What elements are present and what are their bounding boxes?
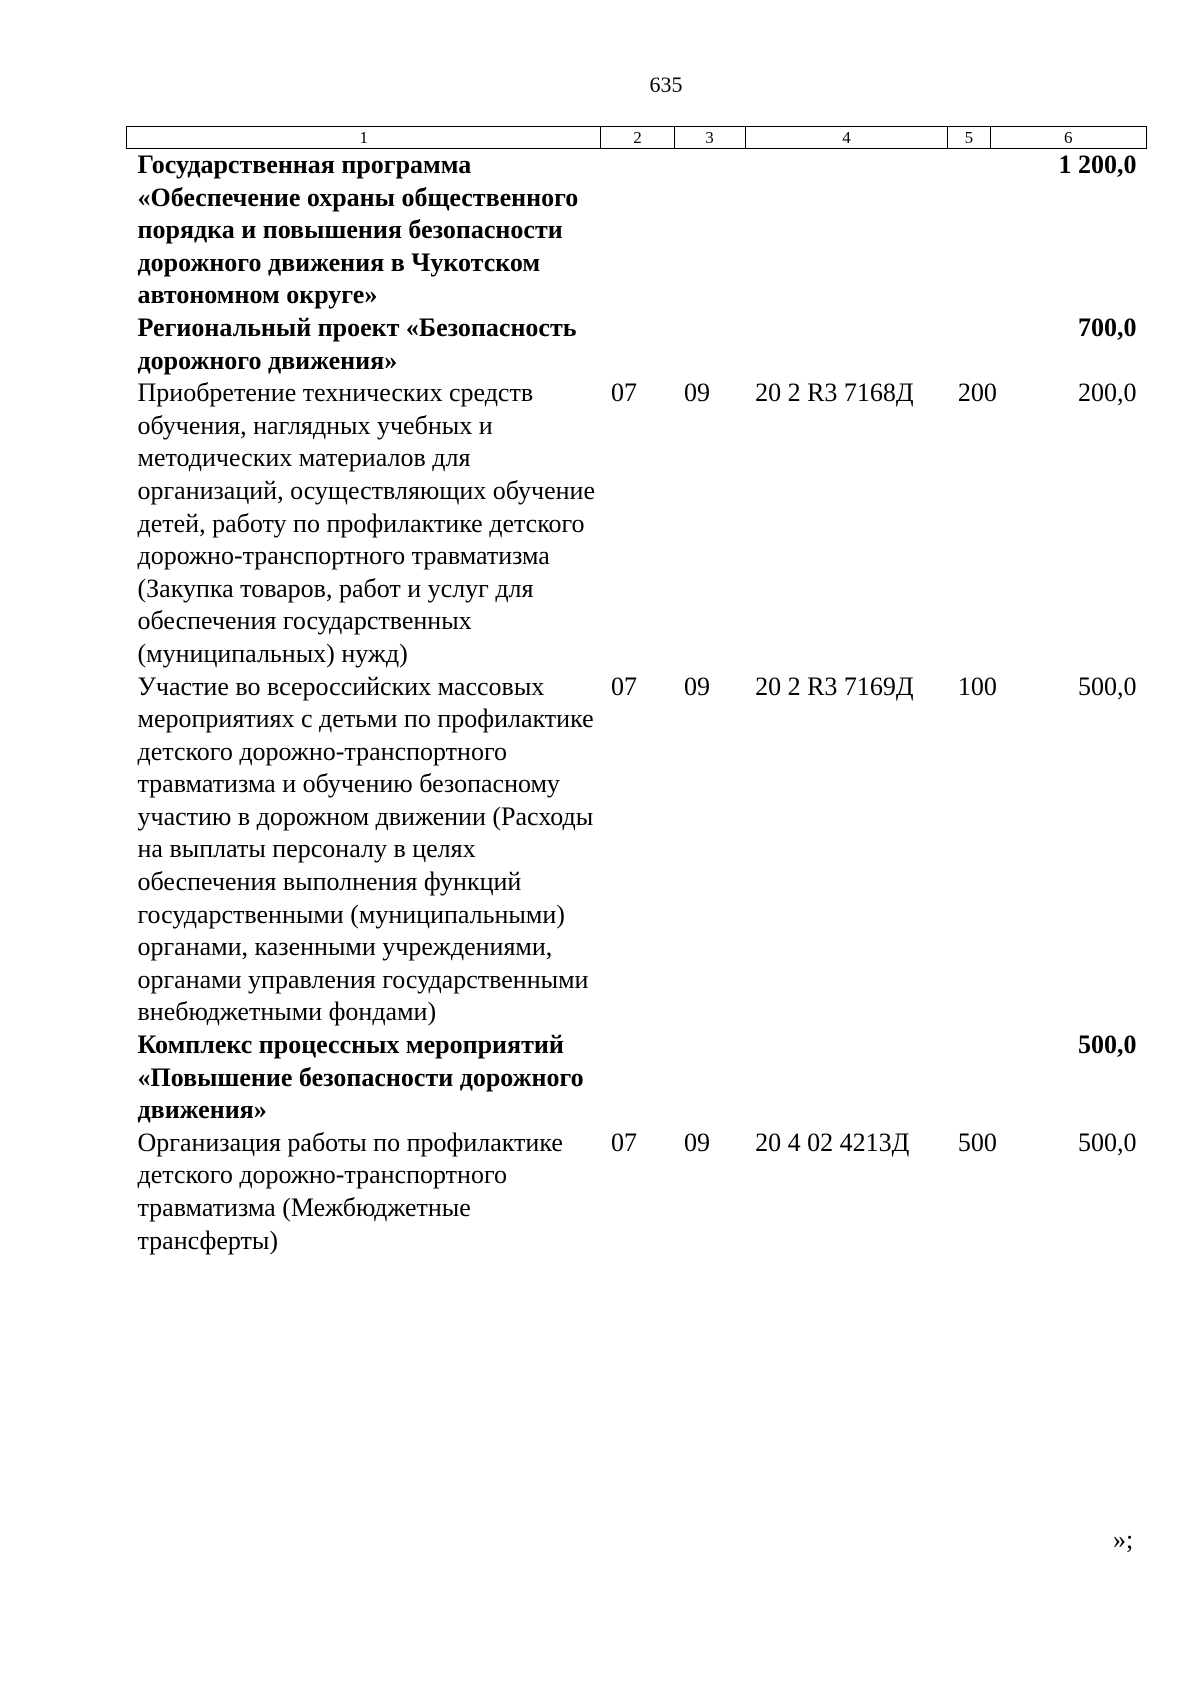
row-expense-type <box>948 149 990 312</box>
row-section: 07 <box>610 1127 637 1157</box>
table-row-regional-project <box>127 312 1147 377</box>
row-amount: 200,0 <box>1078 378 1137 408</box>
column-header-2: 2 <box>601 127 674 149</box>
table-row-training-materials <box>127 377 1147 670</box>
row-target-article <box>745 149 948 312</box>
row-expense-type <box>948 312 990 377</box>
row-amount: 500,0 <box>1078 671 1137 701</box>
page-number: 635 <box>649 72 683 97</box>
column-header-6: 6 <box>990 127 1147 149</box>
row-section <box>601 312 674 377</box>
row-subsection: 09 <box>684 671 711 701</box>
row-amount: 500,0 <box>1078 1127 1137 1157</box>
row-subsection <box>674 312 745 377</box>
row-name: Организация работы по профилактике детского дорожно-транспортного травматизма (Межбюджетные трансферты) <box>137 1127 563 1255</box>
row-amount: 500,0 <box>1078 1030 1137 1060</box>
budget-table <box>126 126 1147 1257</box>
row-subsection: 09 <box>684 378 711 408</box>
table-row-events-participation <box>127 671 1147 1030</box>
row-amount: 700,0 <box>1078 312 1137 342</box>
row-subsection <box>674 149 745 312</box>
table-row-process-complex <box>127 1029 1147 1127</box>
row-section <box>601 1029 674 1127</box>
closing-quote-mark: »; <box>1113 1525 1134 1554</box>
table-row-prevention-work <box>127 1127 1147 1257</box>
row-section <box>601 149 674 312</box>
row-amount: 1 200,0 <box>1058 150 1137 179</box>
row-name: Региональный проект «Безопасность дорожного движения» <box>137 312 577 375</box>
table-row-state-program <box>127 149 1147 312</box>
row-section: 07 <box>610 671 637 701</box>
row-expense-type: 100 <box>957 671 997 701</box>
row-expense-type <box>948 1029 990 1127</box>
column-header-4: 4 <box>745 127 948 149</box>
row-subsection <box>674 1029 745 1127</box>
column-header-3: 3 <box>674 127 745 149</box>
row-target-article: 20 4 02 4213Д <box>755 1127 910 1157</box>
row-name: Приобретение технических средств обучения, наглядных учебных и методических материалов для организаций, осуществляющих обучение детей, работу по профилактике детского дорожно-транспортного травматизма (Закупка товаров, работ и услуг для обеспечения государственных (муниципальных) нужд) <box>137 378 595 668</box>
row-expense-type: 500 <box>957 1127 997 1157</box>
row-target-article: 20 2 R3 7168Д <box>755 378 914 408</box>
column-header-5: 5 <box>948 127 990 149</box>
table-header-row <box>127 127 1147 149</box>
row-name: Государственная программа «Обеспечение охраны общественного порядка и повышения безопасности дорожного движения в Чукотском автономном округе» <box>137 150 579 310</box>
row-expense-type: 200 <box>957 378 997 408</box>
row-name: Участие во всероссийских массовых мероприятиях с детьми по профилактике детского дорожно-транспортного травматизма и обучению безопасному участию в дорожном движении (Расходы на выплаты персоналу в целях обеспечения выполнения функций государственными (муниципальными) органами, казенными учреждениями, органами управления государственными внебюджетными фондами) <box>137 671 594 1027</box>
row-target-article <box>745 312 948 377</box>
row-target-article: 20 2 R3 7169Д <box>755 671 914 701</box>
row-subsection: 09 <box>684 1127 711 1157</box>
row-section: 07 <box>610 378 637 408</box>
row-name: Комплекс процессных мероприятий «Повышение безопасности дорожного движения» <box>137 1030 584 1125</box>
column-header-1: 1 <box>127 127 601 149</box>
row-target-article <box>745 1029 948 1127</box>
